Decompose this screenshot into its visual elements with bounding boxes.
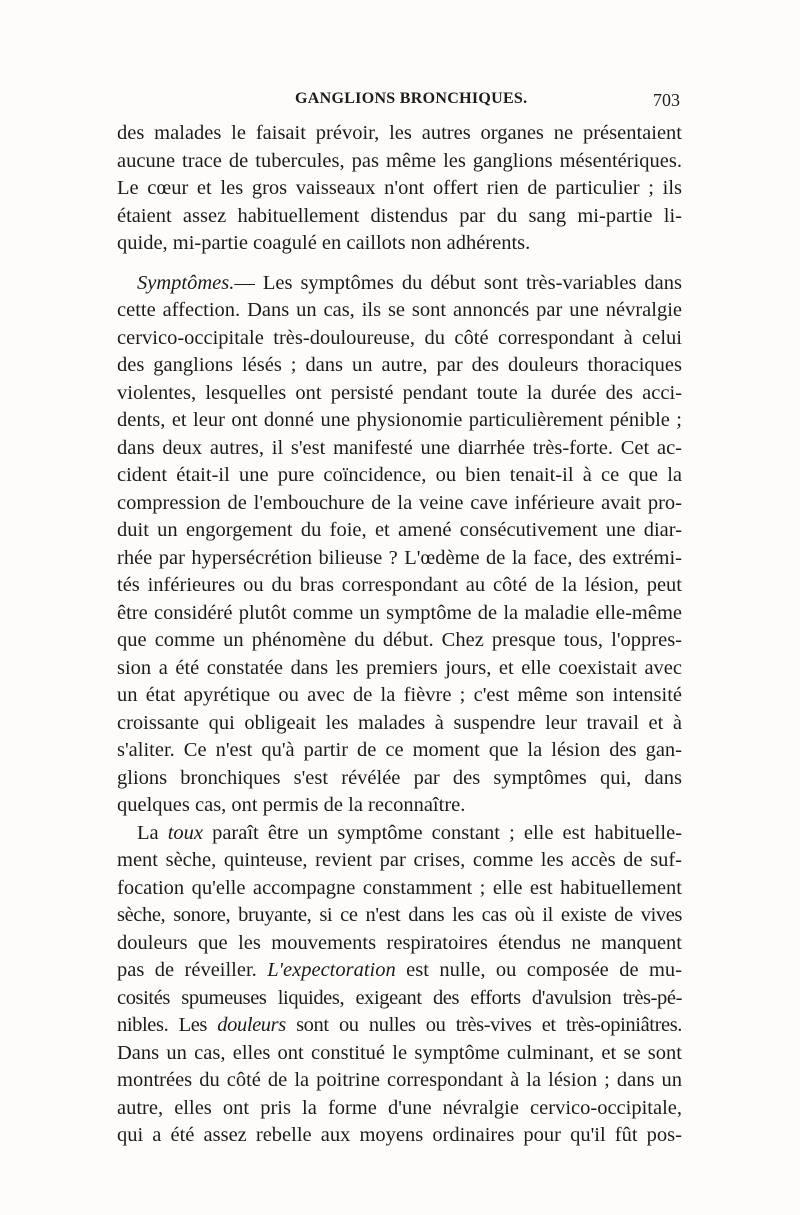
text-line: quelques cas, ont permis de la reconnaître. bbox=[117, 794, 466, 816]
text-line: étaient assez habituellement distendus par du sang mi-partie li- bbox=[117, 204, 682, 227]
text-line: cosités spumeuses liquides, exigeant des efforts d'avulsion très-pé- bbox=[117, 986, 682, 1009]
text-line: cette affection. Dans un cas, ils se sont annoncés par une névralgie bbox=[117, 299, 682, 321]
body-text bbox=[117, 120, 682, 1150]
text-line: ment sèche, quinteuse, revient par crises, comme les accès de suf- bbox=[117, 849, 682, 871]
text-fragment: nibles. Les bbox=[117, 1014, 207, 1036]
text-line: qui a été assez rebelle aux moyens ordinaires pour qu'il fût pos- bbox=[117, 1124, 682, 1146]
text-line: sion a été constatée dans les premiers jours, et elle coexistait avec bbox=[117, 656, 682, 679]
text-line: dans deux autres, il s'est manifesté une diarrhée très-forte. Cet ac- bbox=[117, 436, 682, 459]
text-line: un état apyrétique ou avec de la fièvre ; c'est même son intensité bbox=[117, 684, 682, 706]
text-line: quide, mi-partie coagulé en caillots non adhérents. bbox=[117, 232, 531, 254]
text-fragment: sont ou nulles ou très-vives et très-opiniâtres. bbox=[296, 1014, 682, 1036]
paragraph-toux bbox=[117, 820, 682, 1150]
text-line: sèche, sonore, bruyante, si ce n'est dans les cas où il existe de vives bbox=[117, 904, 682, 926]
text-line: tés inférieures ou du bras correspondant au côté de la lésion, peut bbox=[117, 574, 682, 596]
term-douleurs: douleurs bbox=[217, 1014, 286, 1036]
running-head: GANGLIONS BRONCHIQUES. bbox=[295, 90, 528, 107]
text-fragment: pas de réveiller. bbox=[117, 959, 257, 981]
paragraph-continuation bbox=[117, 120, 682, 258]
text-line: s'aliter. Ce n'est qu'à partir de ce moment que la lésion des gan- bbox=[117, 739, 682, 761]
text-fragment: La bbox=[137, 821, 159, 844]
paragraph-symptomes bbox=[117, 270, 682, 820]
text-line bbox=[117, 1012, 682, 1040]
text-line: Le cœur et les gros vaisseaux n'ont offert rien de particulier ; ils bbox=[117, 177, 682, 199]
text-line: rhée par hypersécrétion bilieuse ? L'œdème de la face, des extrémi- bbox=[117, 546, 682, 569]
text-line bbox=[117, 820, 682, 848]
text-line: dents, et leur ont donné une physionomie particulièrement pénible ; bbox=[117, 409, 682, 431]
page-number: 703 bbox=[653, 90, 680, 110]
text-line: cervico-occipitale très-douloureuse, du côté correspondant à celui bbox=[117, 326, 682, 349]
text-line: violentes, lesquelles ont persisté pendant toute la durée des acci- bbox=[117, 381, 682, 404]
text-line bbox=[117, 270, 682, 298]
text-line: focation qu'elle accompagne constamment ; elle est habituellement bbox=[117, 876, 682, 899]
text-line: croissante qui obligeait les malades à suspendre leur travail et à bbox=[117, 711, 682, 734]
text-line: duit un engorgement du foie, et amené consécutivement une diar- bbox=[117, 519, 682, 541]
section-heading-symptomes: Symptômes. bbox=[137, 271, 235, 294]
term-expectoration: L'expectoration bbox=[267, 959, 396, 981]
text-fragment: paraît être un symptôme constant ; elle est habituelle- bbox=[212, 821, 683, 844]
text-line: que comme un phénomène du début. Chez presque tous, l'oppres- bbox=[117, 629, 682, 651]
text-line: autre, elles ont pris la forme d'une névralgie cervico-occipitale, bbox=[117, 1096, 682, 1119]
text-line: glions bronchiques s'est révélée par des symptômes qui, dans bbox=[117, 766, 682, 789]
text-line bbox=[117, 957, 682, 985]
text-line: aucune trace de tubercules, pas même les ganglions mésentériques. bbox=[117, 149, 682, 172]
page-header bbox=[115, 90, 680, 118]
text-line: des malades le faisait prévoir, les autres organes ne présentaient bbox=[117, 122, 682, 144]
text-line: être considéré plutôt comme un symptôme de la maladie elle-même bbox=[117, 601, 682, 624]
text-fragment: est nulle, ou composée de mu- bbox=[406, 959, 682, 981]
text-fragment: — Les symptômes du début sont très-variables dans bbox=[234, 271, 682, 294]
text-line: douleurs que les mouvements respiratoires étendus ne manquent bbox=[117, 931, 682, 954]
term-toux: toux bbox=[167, 821, 203, 844]
text-line: montrées du côté de la poitrine correspondant à la lésion ; dans un bbox=[117, 1069, 682, 1091]
text-line: des ganglions lésés ; dans un autre, par des douleurs thoraciques bbox=[117, 354, 682, 376]
text-line: cident était-il une pure coïncidence, ou bien tenait-il à ce que la bbox=[117, 464, 682, 486]
text-line: Dans un cas, elles ont constitué le symptôme culminant, et se sont bbox=[117, 1041, 682, 1064]
text-line: compression de l'embouchure de la veine cave inférieure avait pro- bbox=[117, 491, 682, 514]
